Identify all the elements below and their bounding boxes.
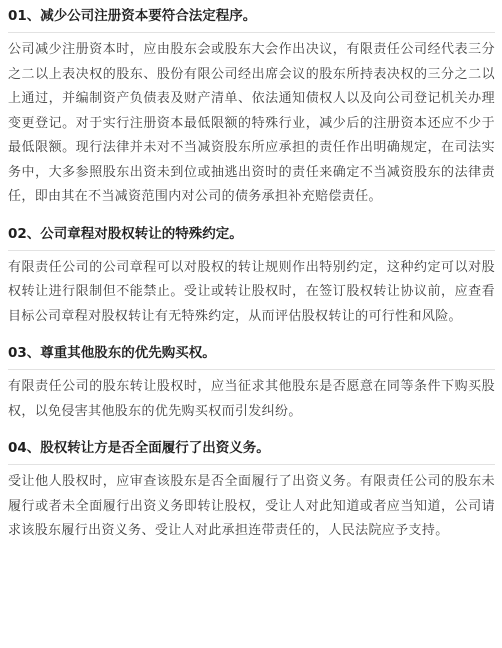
section-03: [8, 337, 495, 424]
section-body: 有限责任公司的股东转让股权时，应当征求其他股东是否愿意在同等条件下购买股权，以免侵害其他股东的优先购买权而引发纠纷。: [8, 379, 495, 419]
section-heading: 03、尊重其他股东的优先购买权。: [8, 345, 216, 361]
section-body: 公司减少注册资本时，应由股东会或股东大会作出决议，有限责任公司经代表三分之二以上表决权的股东、股份有限公司经出席会议的股东所持表决权的三分之二以上通过，并编制资产负债表及财产清单、依法通知债权人以及向公司登记机关办理变更登记。对于实行注册资本最低限额的特殊行业，减少后的注册资本还应不少于最低限额。现行法律并未对不当减资股东所应承担的责任作出明确规定，在司法实务中，大多参照股东出资未到位或抽逃出资时的责任来确定不当减资股东的法律责任，即由其在不当减资范围内对公司的债务承担补充赔偿责任。: [8, 42, 495, 204]
section-divider: [8, 250, 495, 251]
section-04: [8, 432, 495, 544]
section-heading: 01、减少公司注册资本要符合法定程序。: [8, 8, 257, 24]
section-01: [8, 0, 495, 210]
section-divider: [8, 369, 495, 370]
section-divider: [8, 464, 495, 465]
section-heading: 04、股权转让方是否全面履行了出资义务。: [8, 440, 270, 456]
section-02: [8, 218, 495, 330]
section-divider: [8, 32, 495, 33]
section-body: 有限责任公司的公司章程可以对股权的转让规则作出特别约定，这种约定可以对股权转让进行限制但不能禁止。受让或转让股权时，在签订股权转让协议前，应查看目标公司章程对股权转让有无特殊约定，从而评估股权转让的可行性和风险。: [8, 259, 495, 324]
section-body: 受让他人股权时，应审查该股东是否全面履行了出资义务。有限责任公司的股东未履行或者未全面履行出资义务即转让股权，受让人对此知道或者应当知道，公司请求该股东履行出资义务、受让人对此承担连带责任的，人民法院应予支持。: [8, 474, 495, 538]
section-heading: 02、公司章程对股权转让的特殊约定。: [8, 225, 243, 242]
